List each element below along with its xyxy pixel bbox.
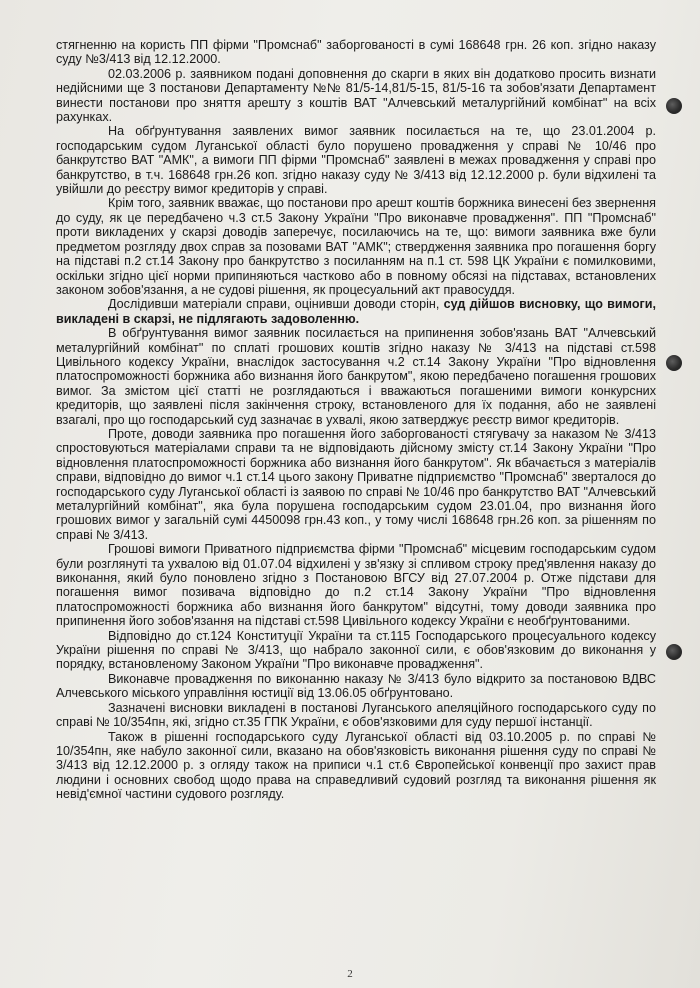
paragraph — [56, 730, 656, 802]
paragraph — [56, 297, 656, 326]
paragraph-text: 02.03.2006 р. заявником подані доповнення до скарги в яких він додатково просить визнати недійсними ще 3 постанови Департаменту №№ 81/5-14,81/5-15, 81/5-16 та зобов'язати Департамент винести постанови про зняття арешту з коштів ВАТ "Алчевський металургійний комбінат" на всіх рахунках. — [56, 66, 656, 125]
paragraph-text: Проте, доводи заявника про погашення його заборгованості стягувачу за наказом № 3/413 спростовуються матеріалами справи та не відповідають дійсному змісту ст.14 Закону України "Про відновлення платоспроможності боржника або визнання його банкрутом". Як вбачається з матеріалів справи, відповідно до вимог ч.1 ст.14 цього закону Приватне підприємство "Промснаб" зверталося до господарського суду Луганської області із заявою по справі № 10/46 про банкрутство ВАТ "Алчевський металургійний комбінат", яка була порушена господарським судом 23.01.04, про визнання його грошових вимог у загальній сумі 4450098 грн.43 коп., у тому числі 168648 грн.26 коп. за рішенням по справі № 3/413. — [56, 426, 656, 542]
paragraph — [56, 629, 656, 672]
punch-hole-top — [666, 98, 682, 114]
paragraph-text: Також в рішенні господарського суду Луганської області від 03.10.2005 р. по справі № 10/354пн, яке набуло законної сили, вказано на обов'язковість виконання рішення суду по справі № 3/413 від 12.12.2000 р. з огляду також на приписи ч.1 ст.6 Європейської конвенції про захист прав людини і основних свобод щодо права на справедливий судовий розгляд та виконання рішення як невід'ємної частини судового розгляду. — [56, 729, 656, 802]
paragraph — [56, 326, 656, 427]
paragraph-text: Грошові вимоги Приватного підприємства фірми "Промснаб" місцевим господарським судом були розглянуті та ухвалою від 01.07.04 відхилені у зв'язку зі спливом строку пред'явлення наказу до виконання, який було поновлено згідно з Постановою ВГСУ від 27.07.2004 р. Отже підстави для погашення вимог позивача відповідно до п.2 ст.14 Закону України "Про відновлення платоспроможності боржника або визнання його банкрутом" відсутні, тому доводи заявника про припинення його зобов'язання на підставі ст.598 Цивільного кодексу України є необґрунтованими. — [56, 542, 656, 629]
paragraph-text: В обґрунтування вимог заявник посилається на припинення зобов'язань ВАТ "Алчевський металургійний комбінат" по сплаті грошових коштів згідно наказу № 3/413 на підставі ст.598 Цивільного кодексу України, внаслідок застосування ч.2 ст.14 Закону України "Про відновлення платоспроможності боржника або визнання його банкрутом", якою передбачено погашення грошових вимог. За змістом цієї статті не розглядаються і вважаються погашеними вимоги конкурсних кредиторів, що заявлені після закінчення строку, встановленого для їх подання, або не заявлені взагалі, про що господарський суд зазначає в ухвалі, якою затверджує реєстр вимог кредиторів. — [56, 326, 656, 427]
paragraph — [56, 38, 656, 67]
paragraph-text: Крім того, заявник вважає, що постанови про арешт коштів боржника винесені без звернення до суду, як це передбачено ч.3 ст.5 Закону України "Про виконавче провадження". ПП "Промснаб" проти викладених у скарзі доводів заперечує, посилаючись на те, що: вимоги заявника вже були предметом розгляду двох справ за позовами ВАТ "АМК"; ствердження заявника про погашення боргу на підставі п.2 ст.14 Закону про банкрутство з посиланням на п.1 ст. 598 ЦК України є помилковими, оскільки згідно цієї норми припиняються частково або в повному обсязі на підставах, встановлених законом зобов'язання, а не судові рішення, як процесуальний акт правосуддя. — [56, 196, 656, 297]
punch-hole-bottom — [666, 644, 682, 660]
paragraph — [56, 701, 656, 730]
page-number: 2 — [347, 968, 353, 980]
paragraph-text: Зазначені висновки викладені в постанові Луганського апеляційного господарського суду по справі № 10/354пн, які, згідно ст.35 ГПК України, є обов'язковими для суду першої інстанції. — [56, 700, 656, 730]
document-body — [56, 38, 656, 802]
paragraph-text: Дослідивши матеріали справи, оцінивши доводи сторін, — [108, 297, 444, 312]
paragraph — [56, 67, 656, 125]
paragraph-text: стягненню на користь ПП фірми "Промснаб" заборгованості в сумі 168648 грн. 26 коп. згідно наказу суду №3/413 від 12.12.2000. — [56, 38, 656, 67]
paragraph-bold-text: суд дійшов висновку, що вимоги, викладені в скарзі, не підлягають задоволенню. — [56, 297, 656, 326]
paragraph — [56, 427, 656, 542]
paragraph-text: Відповідно до ст.124 Конституції України та ст.115 Господарського процесуального кодексу України рішення по справі № 3/413, що набрало законної сили, є обов'язковим до виконання у порядку, встановленому Законом України "Про виконавче провадження". — [56, 628, 656, 672]
paragraph — [56, 196, 656, 297]
paragraph-text: Виконавче провадження по виконанню наказу № 3/413 було відкрито за постановою ВДВС Алчевського міського управління юстиції від 13.06.05 обґрунтовано. — [56, 671, 656, 701]
paragraph — [56, 124, 656, 196]
punch-hole-middle — [666, 355, 682, 371]
paragraph-text: На обґрунтування заявлених вимог заявник посилається на те, що 23.01.2004 р. господарським судом Луганської області було порушено провадження у справі № 10/46 про банкрутство ВАТ "АМК", а вимоги ПП фірми "Промснаб" заявлені в межах провадження у справі про банкрутство, в т.ч. 168648 грн.26 коп. згідно наказу суду № 3/413 від 12.12.2000 р. були відхилені та увійшли до реєстру вимог кредиторів у справі. — [56, 124, 656, 197]
paragraph — [56, 542, 656, 628]
paragraph — [56, 672, 656, 701]
